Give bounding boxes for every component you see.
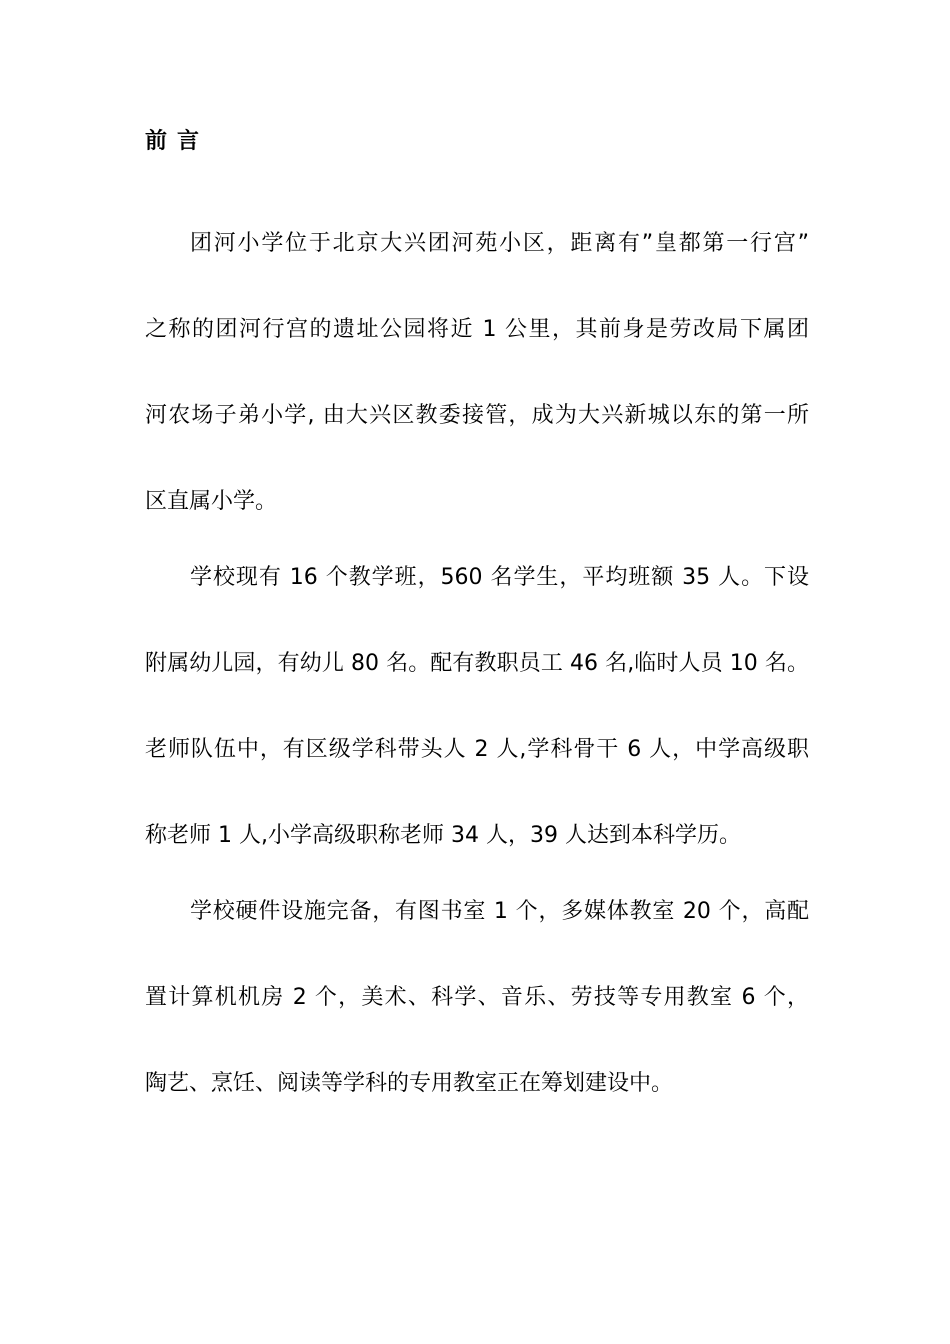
paragraph-1-line-1: 团河小学位于北京大兴团河苑小区，距离有”皇都第一行宫”	[190, 231, 809, 256]
paragraph-3-line-1: 学校硬件设施完备，有图书室 1 个，多媒体教室 20 个，高配	[190, 899, 809, 924]
paragraph-1-line-2: 之称的团河行宫的遗址公园将近 1 公里，其前身是劳改局下属团	[145, 317, 809, 342]
paragraph-2-line-4: 称老师 1 人,小学高级职称老师 34 人，39 人达到本科学历。	[145, 823, 741, 848]
paragraph-3-line-3: 陶艺、烹饪、阅读等学科的专用教室正在筹划建设中。	[145, 1071, 674, 1096]
document-heading: 前言	[145, 129, 210, 154]
paragraph-2-line-3: 老师队伍中，有区级学科带头人 2 人,学科骨干 6 人，中学高级职	[145, 737, 809, 762]
paragraph-1-line-3: 河农场子弟小学, 由大兴区教委接管，成为大兴新城以东的第一所	[145, 403, 809, 428]
paragraph-1-line-4: 区直属小学。	[145, 489, 278, 514]
paragraph-3-line-2: 置计算机机房 2 个，美术、科学、音乐、劳技等专用教室 6 个，	[145, 985, 809, 1010]
paragraph-2-line-1: 学校现有 16 个教学班，560 名学生，平均班额 35 人。下设	[190, 565, 809, 590]
paragraph-2-line-2: 附属幼儿园，有幼儿 80 名。配有教职员工 46 名,临时人员 10 名。	[145, 651, 809, 676]
